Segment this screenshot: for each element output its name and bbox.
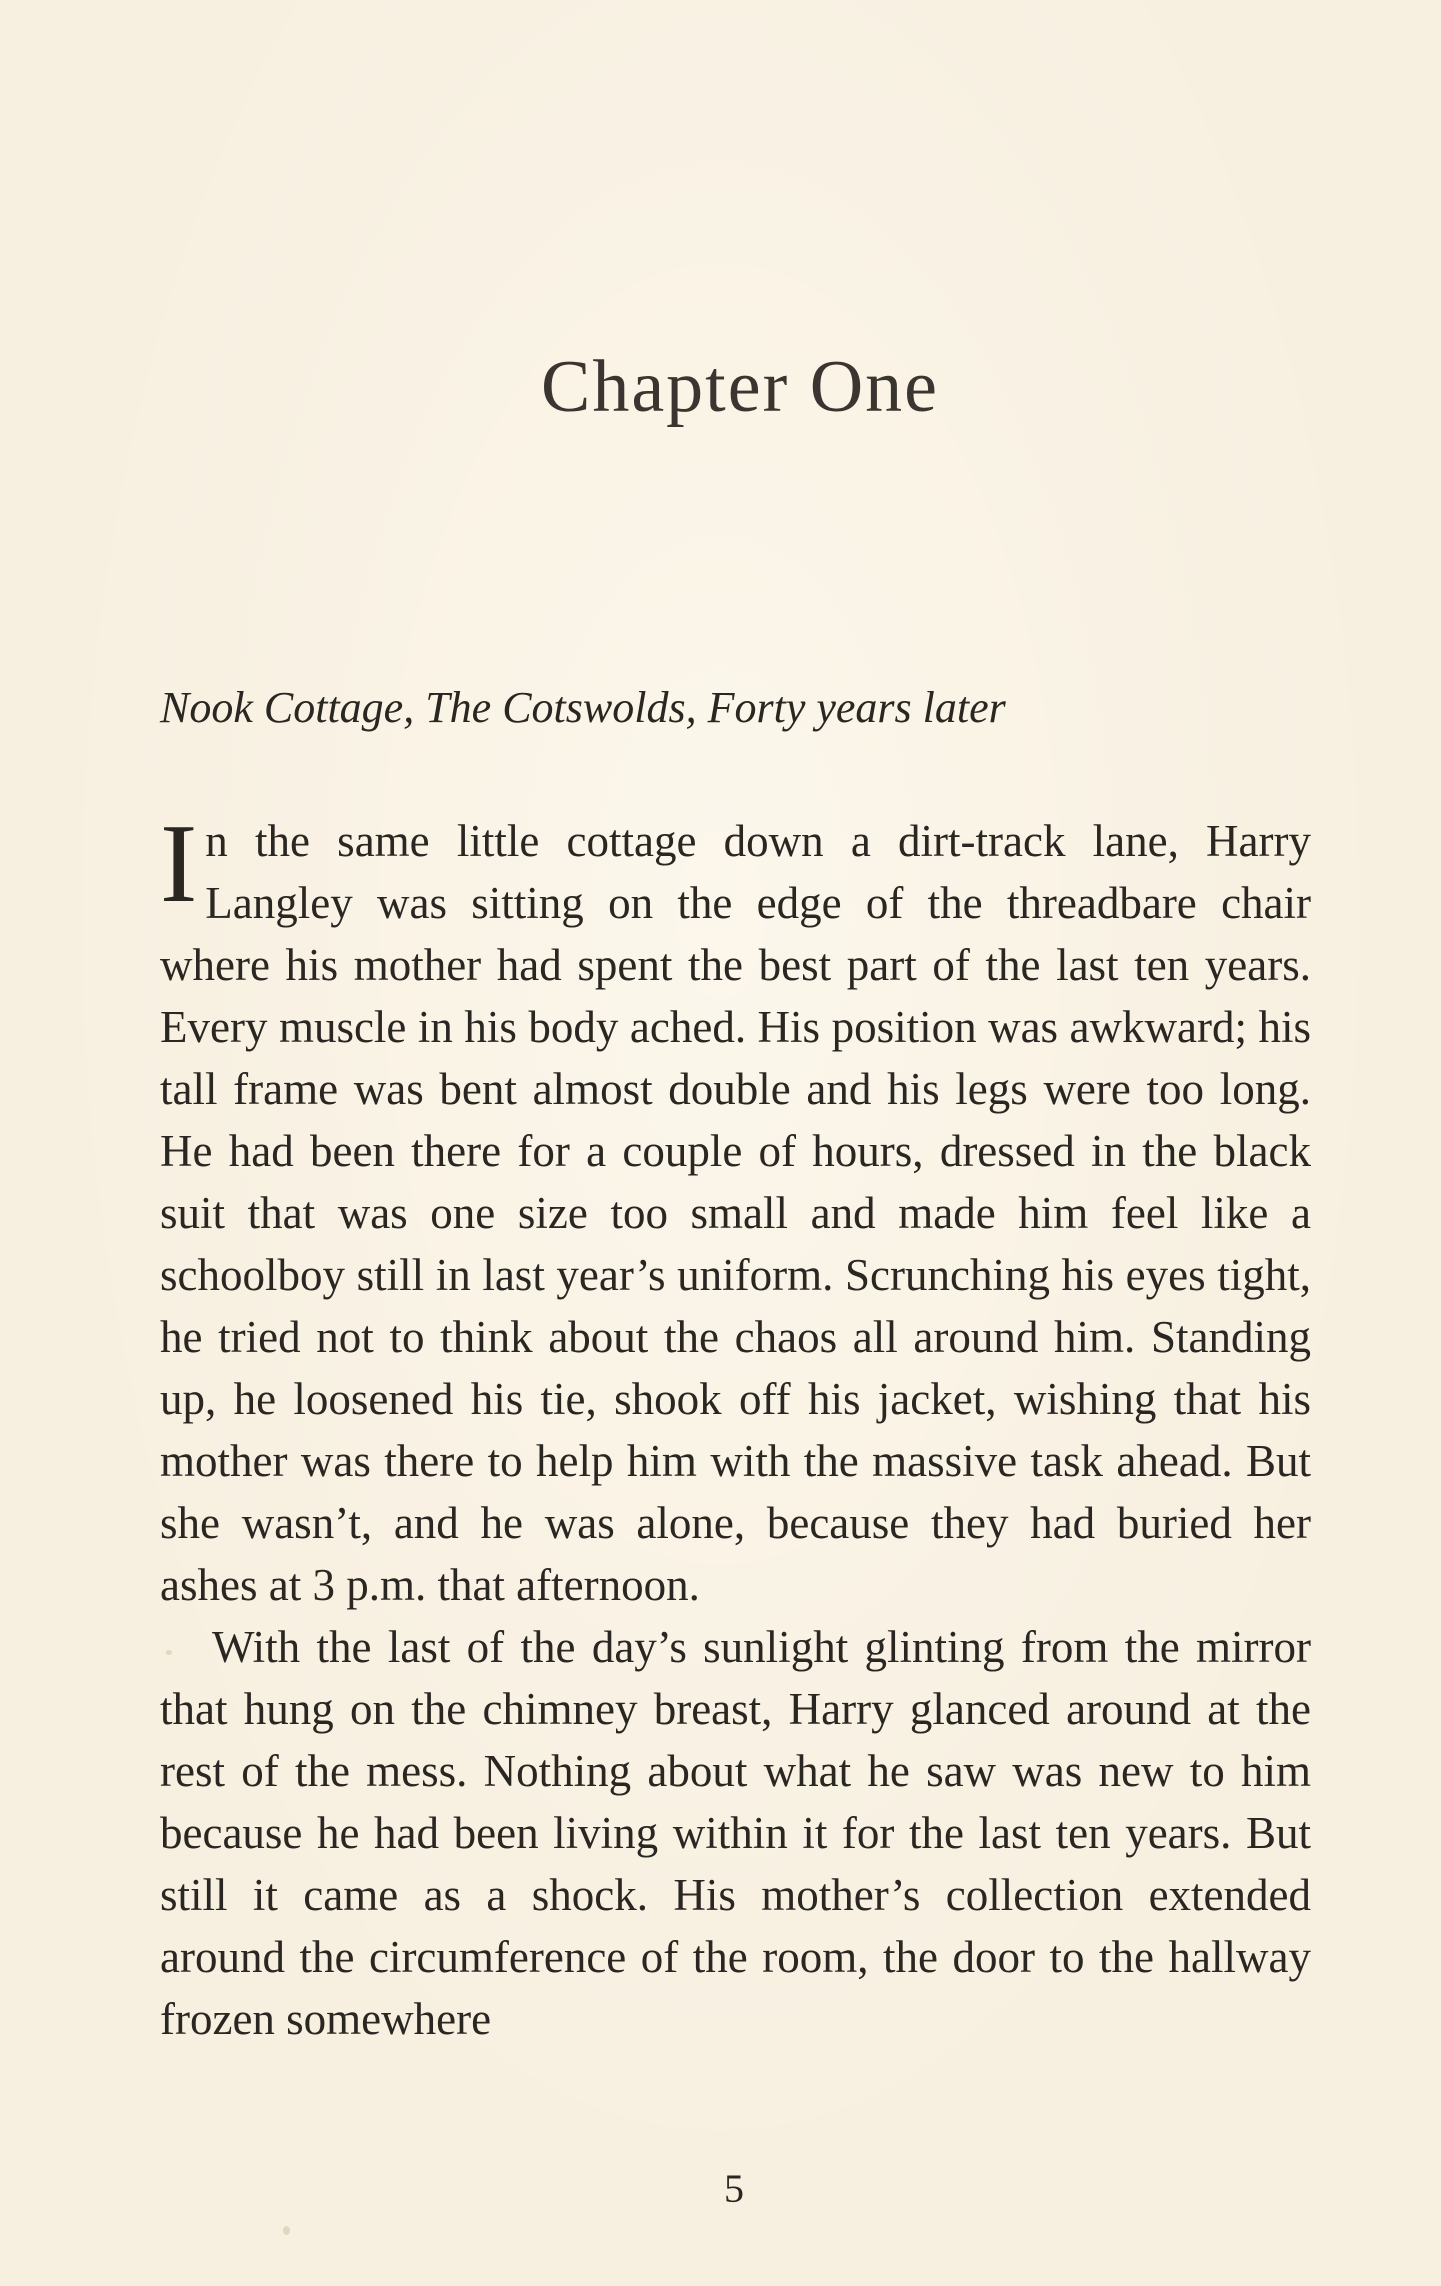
chapter-location-line: Nook Cottage, The Cotswolds, Forty years later <box>160 683 1006 732</box>
paragraph-1 <box>160 802 1311 1616</box>
page-number: 5 <box>724 2166 744 2211</box>
paragraph-2: With the last of the day’s sunlight glinting from the mirror that hung on the chimney breast, Harry glanced around at the rest of the mess. Nothing about what he saw was new to him because he had been living within it for the last ten years. But still it came as a shock. His mother’s collection extended around the circumference of the room, the door to the hallway frozen somewhere <box>160 1622 1311 2044</box>
paper-speck <box>283 2226 290 2235</box>
chapter-title: Chapter One <box>540 346 940 428</box>
drop-cap: I <box>160 802 198 926</box>
paragraph-1-text: n the same little cottage down a dirt-track lane, Harry Langley was sitting on the edge of the threadbare chair where his mother had spent the best part of the last ten years. Every muscle in his body ached. His position was awkward; his tall frame was bent almost double and his legs were too long. He had been there for a couple of hours, dressed in the black suit that was one size too small and made him feel like a schoolboy still in last year’s uniform. Scrunching his eyes tight, he tried not to think about the chaos all around him. Standing up, he loosened his tie, shook off his jacket, wishing that his mother was there to help him with the massive task ahead. But she wasn’t, and he was alone, because they had buried her ashes at 3 p.m. that afternoon. <box>160 816 1311 1610</box>
body-text <box>160 802 1311 2050</box>
